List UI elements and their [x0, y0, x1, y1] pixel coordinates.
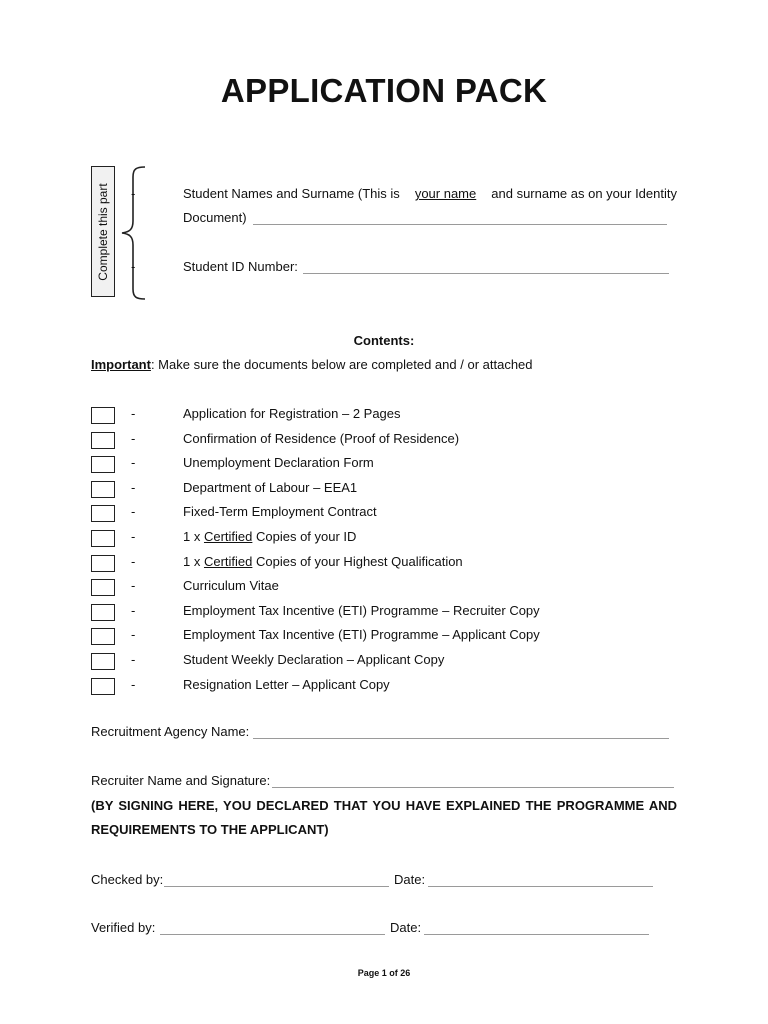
verified-by-label: Verified by: [91, 920, 156, 935]
footer-page-num: 1 [381, 968, 387, 978]
checklist-item-label [183, 529, 356, 545]
student-name-text-a: Student Names and Surname (This is [183, 186, 404, 201]
student-id-dash: - [131, 259, 136, 274]
checklist-dash: - [131, 529, 136, 544]
checklist-checkbox[interactable] [91, 505, 115, 522]
checked-by-label: Checked by: [91, 872, 164, 887]
checklist-dash: - [131, 677, 136, 692]
checklist-dash: - [131, 603, 136, 618]
checklist-item-text: Student Weekly Declaration – Applicant Copy [183, 652, 445, 667]
recruiter-label: Recruiter Name and Signature: [91, 773, 271, 788]
checklist-checkbox[interactable] [91, 481, 115, 498]
checklist-checkbox[interactable] [91, 628, 115, 645]
checklist-dash: - [131, 406, 136, 421]
verified-by-field[interactable] [160, 934, 385, 935]
important-label: Important [91, 357, 151, 372]
checklist-item-text: Employment Tax Incentive (ETI) Programme – Applicant Copy [183, 627, 540, 642]
checklist-dash: - [131, 627, 136, 642]
checklist-item-text: 1 x [183, 554, 204, 569]
important-note [91, 357, 533, 373]
checklist-item-label [183, 554, 463, 570]
declaration-line-1: (BY SIGNING HERE, YOU DECLARED THAT YOU HAVE EXPLAINED THE PROGRAMME AND [91, 798, 677, 813]
checklist-item-label [183, 677, 390, 693]
checklist-dash: - [131, 652, 136, 667]
checked-by-field[interactable] [164, 886, 389, 887]
footer-total-pages: 26 [400, 968, 411, 978]
checklist-item-label [183, 504, 377, 520]
complete-this-part-text: Complete this part [96, 182, 110, 281]
checklist-dash: - [131, 578, 136, 593]
footer-page-word: Page [357, 968, 380, 978]
checklist-item-label [183, 578, 279, 594]
agency-name-field[interactable] [253, 738, 669, 739]
checklist-item-text-post: Copies of your ID [252, 529, 357, 544]
checklist-item-label [183, 406, 401, 422]
verified-date-label: Date: [390, 920, 422, 935]
checklist-dash: - [131, 554, 136, 569]
checklist-dash: - [131, 455, 136, 470]
checklist-dash: - [131, 504, 136, 519]
checklist-checkbox[interactable] [91, 530, 115, 547]
checklist-item-label [183, 652, 444, 668]
checklist-checkbox[interactable] [91, 604, 115, 621]
checklist-item-text-post: Copies of your Highest Qualification [252, 554, 463, 569]
student-name-label-line2: Document) [183, 210, 247, 225]
student-name-text-b: and surname as on your Identity [487, 186, 677, 201]
checklist-item-text: Confirmation of Residence (Proof of Residence) [183, 431, 460, 446]
checklist-checkbox[interactable] [91, 432, 115, 449]
student-id-field[interactable] [303, 273, 669, 274]
checklist-item-underlined: Certified [203, 554, 253, 569]
checklist-checkbox[interactable] [91, 407, 115, 424]
checklist-checkbox[interactable] [91, 555, 115, 572]
page-title: APPLICATION PACK [220, 72, 548, 109]
checklist-checkbox[interactable] [91, 579, 115, 596]
checklist-item-text: Fixed-Term Employment Contract [183, 504, 377, 519]
declaration-line-2: REQUIREMENTS TO THE APPLICANT) [91, 822, 329, 837]
your-name-underlined: your name [414, 186, 477, 201]
checklist-checkbox[interactable] [91, 653, 115, 670]
student-name-dash: - [131, 186, 136, 201]
complete-this-part-label [91, 166, 115, 297]
checklist-item-text: Unemployment Declaration Form [183, 455, 374, 470]
student-name-field[interactable] [253, 224, 667, 225]
checklist-item-text: Curriculum Vitae [183, 578, 279, 593]
checked-date-label: Date: [394, 872, 426, 887]
checklist-item-text: 1 x [183, 529, 204, 544]
checklist-item-label [183, 431, 459, 447]
checklist-item-underlined: Certified [203, 529, 253, 544]
recruiter-signature-field[interactable] [272, 787, 674, 788]
checklist-dash: - [131, 431, 136, 446]
student-name-label-line1 [183, 186, 677, 202]
footer-of-word: of [389, 968, 398, 978]
checked-date-field[interactable] [428, 886, 653, 887]
checklist-item-label [183, 627, 540, 643]
contents-heading: Contents: [353, 333, 415, 348]
checklist-item-label [183, 480, 357, 496]
checklist-item-text: Resignation Letter – Applicant Copy [183, 677, 390, 692]
agency-label: Recruitment Agency Name: [91, 724, 250, 739]
verified-date-field[interactable] [424, 934, 649, 935]
student-id-label: Student ID Number: [183, 259, 298, 274]
checklist-checkbox[interactable] [91, 678, 115, 695]
checklist-checkbox[interactable] [91, 456, 115, 473]
checklist-dash: - [131, 480, 136, 495]
checklist-item-label [183, 455, 374, 471]
checklist-item-text: Application for Registration – 2 Pages [183, 406, 401, 421]
page-number [0, 968, 768, 978]
checklist-item-text: Department of Labour – EEA1 [183, 480, 358, 495]
checklist-item-text: Employment Tax Incentive (ETI) Programme – Recruiter Copy [183, 603, 540, 618]
important-text: : Make sure the documents below are completed and / or attached [150, 357, 533, 372]
checklist-item-label [183, 603, 540, 619]
